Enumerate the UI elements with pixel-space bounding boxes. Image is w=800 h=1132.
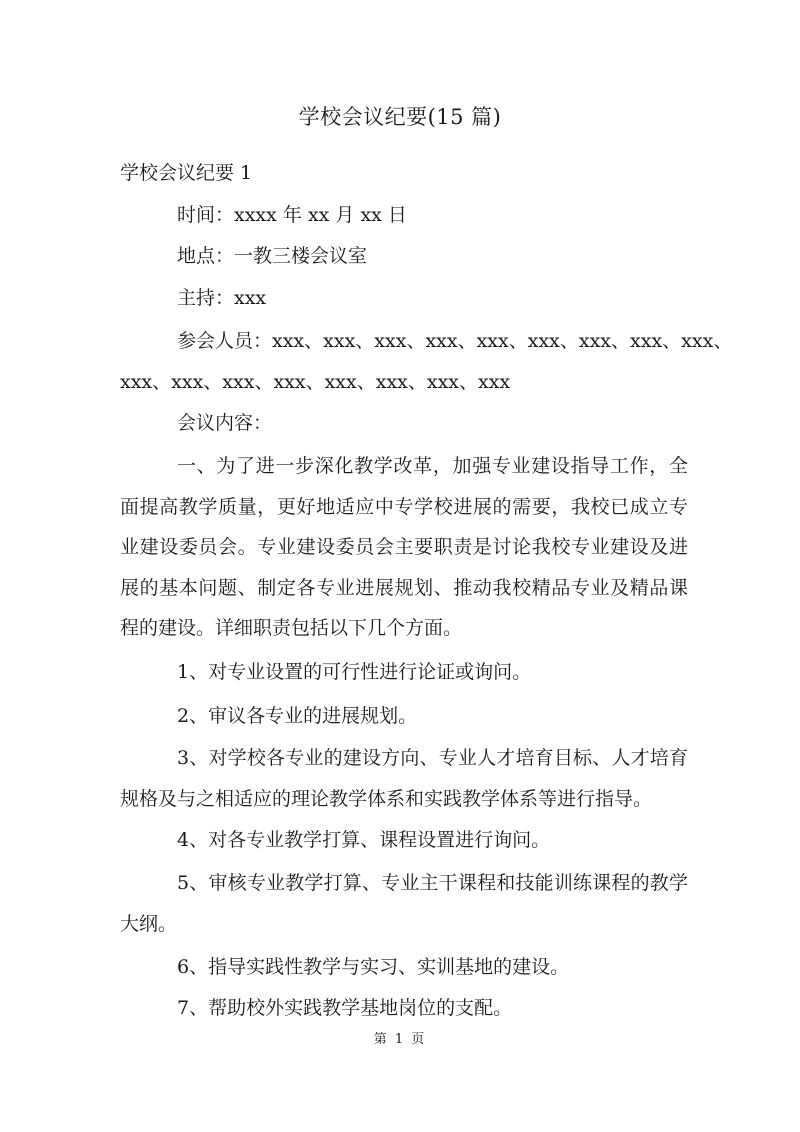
meeting-time: 时间：xxxx 年 xx 月 xx 日 xyxy=(177,204,407,226)
content-label: 会议内容： xyxy=(177,412,273,434)
attendees-line-2: xxx、xxx、xxx、xxx、xxx、xxx、xxx、xxx xyxy=(120,371,511,393)
list-item: 4、对各专业教学打算、课程设置进行询问。 xyxy=(177,829,551,851)
meeting-place: 地点：一教三楼会议室 xyxy=(177,245,368,267)
document-title: 学校会议纪要(15 篇) xyxy=(298,105,502,129)
list-item: 2、审议各专业的进展规划。 xyxy=(177,705,418,727)
list-item: 3、对学校各专业的建设方向、专业人才培育目标、人才培育规格及与之相适应的理论教学体系和实践教学体系等进行指导。 xyxy=(120,747,688,810)
page-number: 第 1 页 xyxy=(373,1032,427,1047)
list-item: 5、审核专业教学打算、专业主干课程和技能训练课程的教学大纲。 xyxy=(120,872,688,935)
list-item: 6、指导实践性教学与实习、实训基地的建设。 xyxy=(177,956,570,978)
section-heading: 学校会议纪要 1 xyxy=(120,162,253,184)
intro-paragraph: 一、为了进一步深化教学改革，加强专业建设指导工作，全面提高教学质量，更好地适应中专学校进展的需要，我校已成立专业建设委员会。专业建设委员会主要职责是讨论我校专业建设及进展的基本问题、制定各专业进展规划、推动我校精品专业及精品课程的建设。详细职责包括以下几个方面。 xyxy=(120,455,688,639)
attendees-line-1: 参会人员：xxx、xxx、xxx、xxx、xxx、xxx、xxx、xxx、xxx、 xyxy=(177,330,733,352)
meeting-host: 主持：xxx xyxy=(177,287,267,309)
list-item: 1、对专业设置的可行性进行论证或询问。 xyxy=(177,661,532,683)
list-item: 7、帮助校外实践教学基地岗位的支配。 xyxy=(177,997,513,1019)
